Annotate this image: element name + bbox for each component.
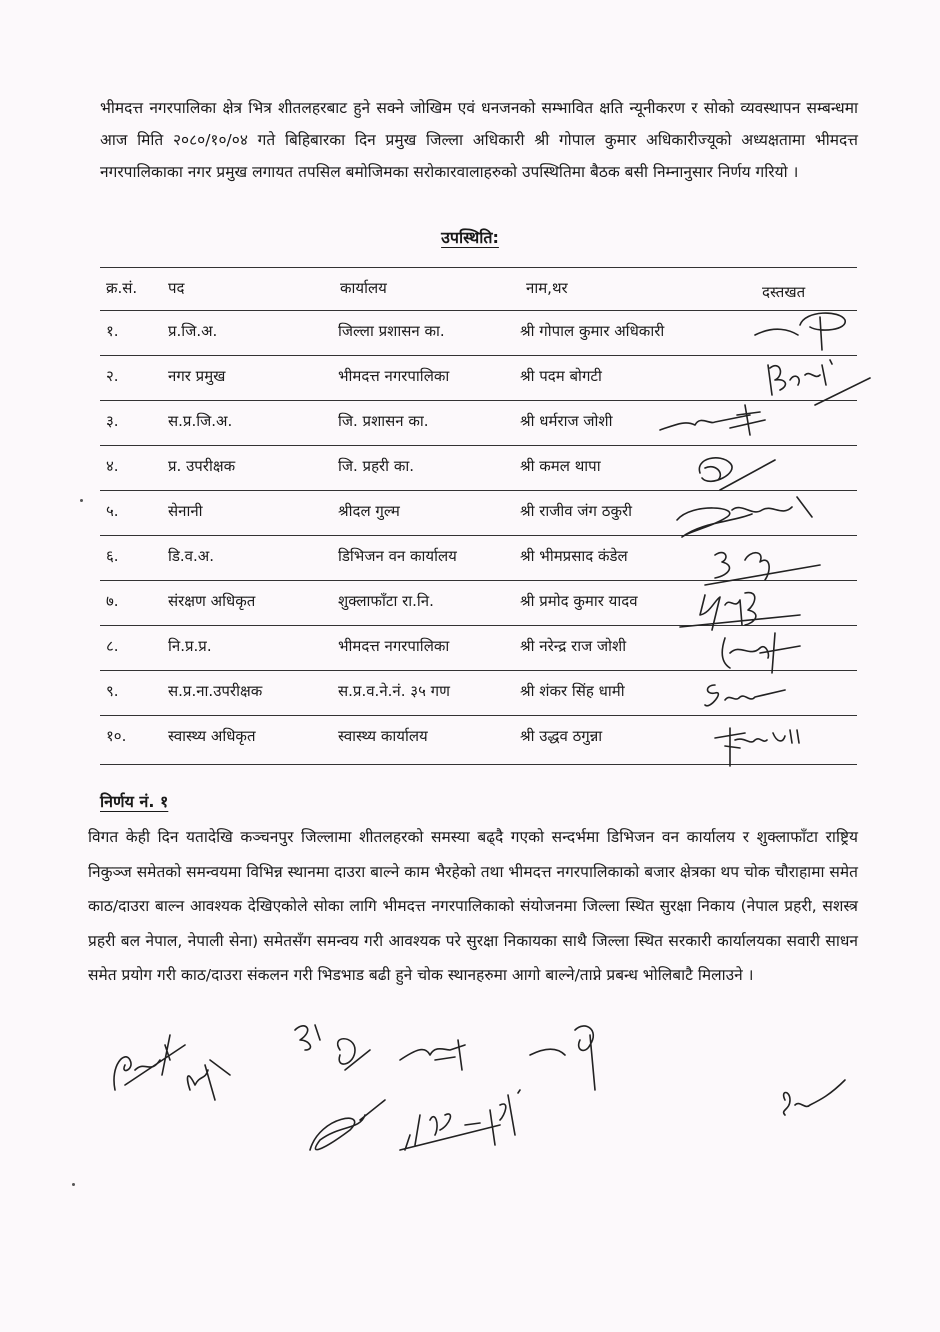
row-name: श्री उद्धव ठगुन्ना (520, 727, 603, 745)
row-position: नगर प्रमुख (168, 367, 226, 385)
row-office: जिल्ला प्रशासन का. (338, 322, 445, 340)
attendance-table (100, 267, 857, 765)
table-row (100, 310, 857, 355)
intro-paragraph (100, 92, 858, 188)
column-header-position: पद (168, 279, 185, 297)
row-sn: १. (106, 322, 119, 340)
row-name: श्री कमल थापा (520, 457, 601, 475)
row-sn: ९. (106, 682, 119, 700)
table-row (100, 625, 857, 670)
row-position: डि.व.अ. (168, 547, 215, 565)
row-sn: ४. (106, 457, 119, 475)
row-office: डिभिजन वन कार्यालय (338, 547, 457, 565)
table-row (100, 490, 857, 535)
bottom-signatures (90, 1015, 870, 1175)
row-sn: ५. (106, 502, 119, 520)
decision-text: विगत केही दिन यतादेखि कञ्चनपुर जिल्लामा शीतलहरको समस्या बढ्दै गएको सन्दर्भमा डिभिजन वन कार्यालय र शुक्लाफाँटा राष्ट्रिय निकुञ्ज समेतको समन्वयमा विभिन्न स्थानमा दाउरा बाल्ने काम भैरहेको तथा भीमदत्त नगरपालिकाको बजार क्षेत्रका थप चोक चौराहामा समेत काठ/दाउरा बाल्न आवश्यक देखिएकोले सोका लागि भीमदत्त नगरपालिकाको संयोजनमा जिल्ला स्थित सुरक्षा निकाय (नेपाल प्रहरी, सशस्त्र प्रहरी बल नेपाल, नेपाली सेना) समेतसँग समन्वय गरी आवश्यक परे सुरक्षा निकायका साथै जिल्ला स्थित सरकारी कार्यालयका सवारी साधन समेत प्रयोग गरी काठ/दाउरा संकलन गरी भिडभाड बढी हुने चोक स्थानहरुमा आगो बाल्ने/ताप्ने प्रबन्ध भोलिबाटै मिलाउने । (88, 828, 858, 984)
row-name: श्री धर्मराज जोशी (520, 412, 613, 430)
attendance-title (0, 226, 940, 248)
row-name: श्री शंकर सिंह धामी (520, 682, 625, 700)
row-position: स.प्र.जि.अ. (168, 412, 233, 430)
row-name: श्री प्रमोद कुमार यादव (520, 592, 638, 610)
column-header-signature: दस्तखत (762, 283, 806, 301)
attendance-title-text: उपस्थिति: (441, 228, 499, 247)
row-name: श्री नरेन्द्र राज जोशी (520, 637, 627, 655)
scan-speck (80, 499, 83, 502)
row-sn: २. (106, 367, 119, 385)
table-header-row (100, 267, 857, 310)
row-position: नि.प्र.प्र. (168, 637, 212, 655)
table-row (100, 400, 857, 445)
row-office: जि. प्रशासन का. (338, 412, 429, 430)
table-row (100, 535, 857, 580)
decision-body (88, 820, 858, 993)
table-row (100, 580, 857, 625)
column-header-office: कार्यालय (340, 279, 387, 297)
row-sn: ८. (106, 637, 119, 655)
row-office: भीमदत्त नगरपालिका (338, 637, 450, 655)
row-sn: ३. (106, 412, 119, 430)
row-position: स्वास्थ्य अधिकृत (168, 727, 256, 745)
row-office: शुक्लाफाँटा रा.नि. (338, 592, 434, 610)
row-position: स.प्र.ना.उपरीक्षक (168, 682, 263, 700)
decision-title: निर्णय नं. १ (100, 792, 169, 811)
row-position: सेनानी (168, 502, 203, 520)
intro-text: भीमदत्त नगरपालिका क्षेत्र भित्र शीतलहरबाट हुने सक्ने जोखिम एवं धनजनको सम्भावित क्षति न्यूनीकरण र सोको व्यवस्थापन सम्बन्धमा आज मिति २०८०/१०/०४ गते बिहिबारका दिन प्रमुख जिल्ला अधिकारी श्री गोपाल कुमार अधिकारीज्यूको अध्यक्षतामा भीमदत्त नगरपालिकाका नगर प्रमुख लगायत तपसिल बमोजिमका सरोकारवालाहरुको उपस्थितिमा बैठक बसी निम्नानुसार निर्णय गरियो । (100, 99, 858, 181)
row-name: श्री राजीव जंग ठकुरी (520, 502, 633, 520)
row-position: प्र. उपरीक्षक (168, 457, 236, 475)
row-sn: १०. (106, 727, 127, 745)
row-office: स्वास्थ्य कार्यालय (338, 727, 428, 745)
table-row (100, 670, 857, 715)
row-sn: ६. (106, 547, 119, 565)
row-position: प्र.जि.अ. (168, 322, 218, 340)
row-name: श्री पदम बोगटी (520, 367, 602, 385)
row-office: स.प्र.व.ने.नं. ३५ गण (338, 682, 450, 700)
scan-speck (72, 1183, 75, 1186)
row-office: भीमदत्त नगरपालिका (338, 367, 450, 385)
row-office: जि. प्रहरी का. (338, 457, 415, 475)
row-name: श्री गोपाल कुमार अधिकारी (520, 322, 665, 340)
row-office: श्रीदल गुल्म (338, 502, 400, 520)
row-position: संरक्षण अधिकृत (168, 592, 256, 610)
table-row (100, 715, 857, 765)
column-header-name: नाम,थर (526, 279, 568, 297)
row-sn: ७. (106, 592, 119, 610)
column-header-sn: क्र.सं. (106, 279, 138, 297)
table-row (100, 355, 857, 400)
table-row (100, 445, 857, 490)
row-name: श्री भीमप्रसाद कंडेल (520, 547, 628, 565)
